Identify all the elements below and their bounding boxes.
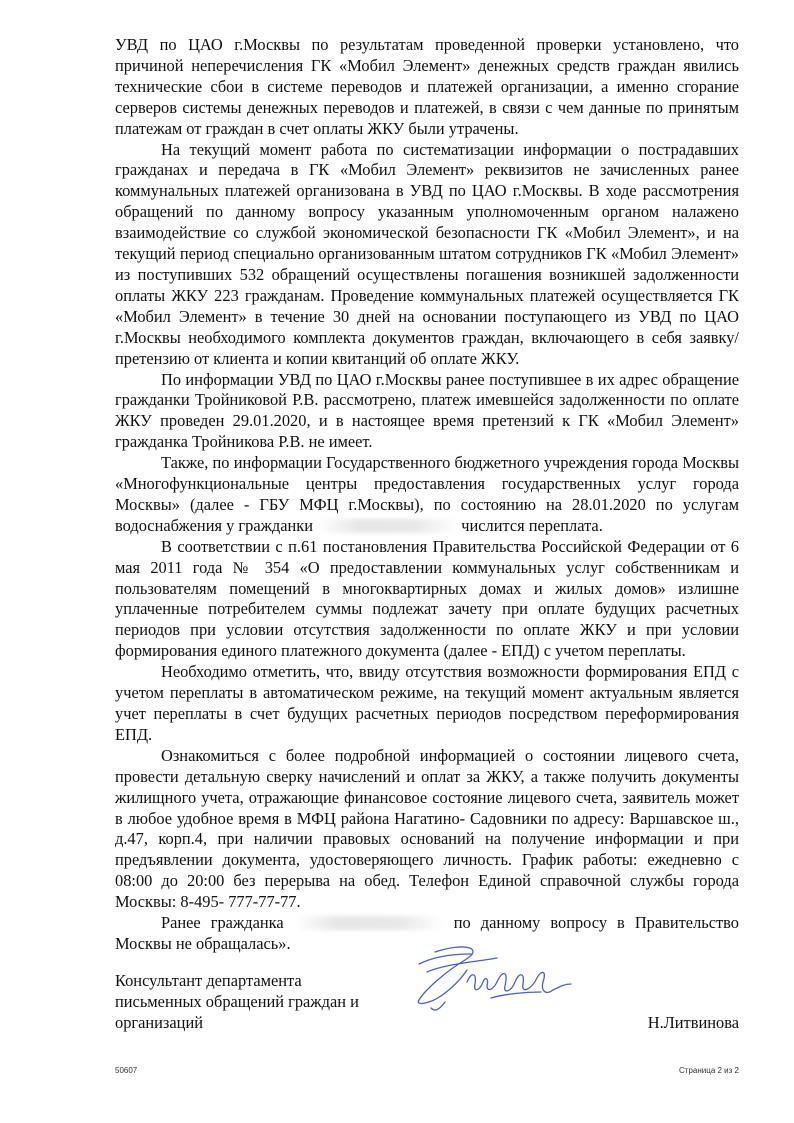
handwritten-signature (405, 942, 585, 1022)
paragraph-3: По информации УВД по ЦАО г.Москвы ранее поступившее в их адрес обращение гражданки Тройниковой Р.В. рассмотрено, платеж имевшейся задолженности по оплате ЖКУ проведен 29.01.2020, и в настоящее время претензий к ГК «Мобил Элемент» гражданка Тройникова Р.В. не имеет. (115, 369, 739, 452)
paragraph-7: Ознакомиться с более подробной информацией о состоянии лицевого счета, провести детальную сверку начислений и оплат за ЖКУ, а также получить документы жилищного учета, отражающие финансовое состояние лицевого счета, заявитель может в любое удобное время в МФЦ района Нагатино- Садовники по адресу: Варшавское ш., д.47, корп.4, при наличии правовых оснований на получение информации и при предъявлении документа, удостоверяющего личность. График работы: ежедневно с 08:00 до 20:00 без перерыва на обед. Телефон Единой справочной службы города Москвы: 8-495- 777-77-77. (115, 745, 739, 912)
paragraph-4-text-end: числится переплата. (457, 515, 603, 535)
paragraph-4-text-start: Также, по информации Государственного бюджетного учреждения города Москвы «Многофункциональные центры предоставления государственных услуг города Москвы» (далее - ГБУ МФЦ г.Москвы), по состоянию на 28.01.2020 по услугам водоснабжения у гражданки (115, 453, 739, 535)
paragraph-5: В соответствии с п.61 постановления Правительства Российской Федерации от 6 мая 2011 года № 354 «О предоставлении коммунальных услуг собственникам и пользователям помещений в многоквартирных домах и жилых домов» излишне уплаченные потребителем суммы подлежат зачету при оплате будущих расчетных периодов при условии отсутствия задолженности по оплате ЖКУ и при условии формирования единого платежного документа (далее - ЕПД) с учетом переплаты. (115, 536, 739, 661)
paragraph-8-text-end: по данному вопросу в Правительство Москвы не обращалась». (115, 913, 739, 953)
signatory-title-line: письменных обращений граждан и (115, 992, 359, 1011)
signatory-title-line: организаций (115, 1013, 203, 1032)
page-number: Страница 2 из 2 (679, 1066, 739, 1075)
redacted-name (317, 519, 457, 533)
redacted-name (294, 916, 444, 930)
letter-body (115, 35, 739, 955)
document-number: 50607 (115, 1066, 138, 1075)
paragraph-4 (115, 453, 739, 537)
paragraph-1: УВД по ЦАО г.Москвы по результатам проведенной проверки установлено, что причиной неперечисления ГК «Мобил Элемент» денежных средств граждан явились технические сбои в системе переводов и платежей организации, а именно сгорание серверов системы денежных переводов и платежей, в связи с чем данные по принятым платежам от граждан в счет оплаты ЖКУ были утрачены. (115, 35, 739, 138)
signatory-title-line: Консультант департамента (115, 971, 302, 990)
paragraph-8-text-start: Ранее гражданка (161, 913, 294, 933)
signatory-name: Н.Литвинова (647, 1013, 739, 1032)
signature-block (115, 970, 739, 1033)
paragraph-6: Необходимо отметить, что, ввиду отсутствия возможности формирования ЕПД с учетом переплаты в автоматическом режиме, на текущий момент актуальным является учет переплаты в счет будущих расчетных периодов посредством переформирования ЕПД. (115, 662, 739, 744)
paragraph-2: На текущий момент работа по систематизации информации о пострадавших гражданах и передача в ГК «Мобил Элемент» реквизитов не зачисленных ранее коммунальных платежей организована в УВД по ЦАО г.Москвы. В ходе рассмотрения обращений по данному вопросу указанным уполномоченным органом налажено взаимодействие со службой экономической безопасности ГК «Мобил Элемент», и на текущий период специально организованным штатом сотрудников ГК «Мобил Элемент» из поступивших 532 обращений осуществлены погашения возникшей задолженности оплаты ЖКУ 223 гражданам. Проведение коммунальных платежей осуществляется ГК «Мобил Элемент» в течение 30 дней на основании поступающего из УВД по ЦАО г.Москвы необходимого комплекта документов граждан, включающего в себя заявку/претензию от клиента и копии квитанций об оплате ЖКУ. (115, 139, 739, 368)
